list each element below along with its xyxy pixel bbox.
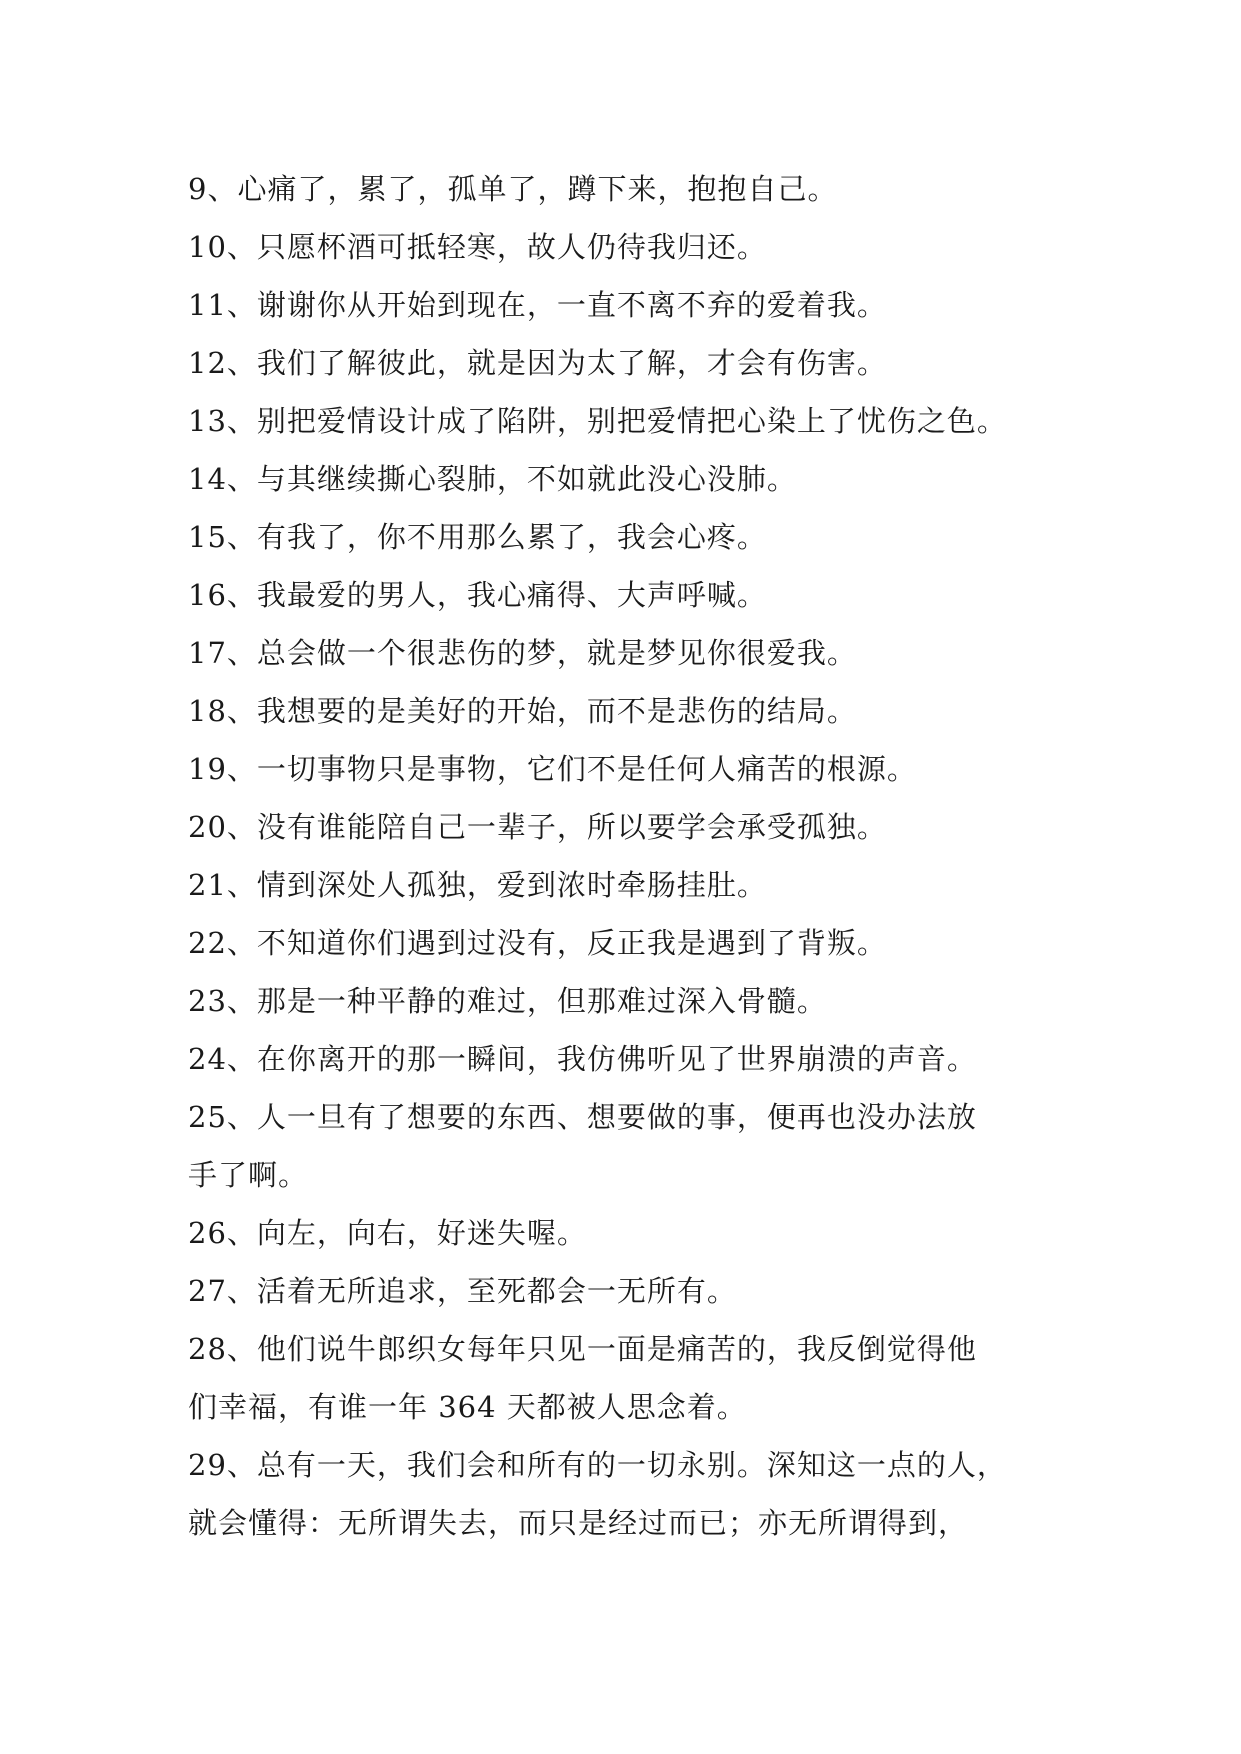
text-line: 19、一切事物只是事物，它们不是任何人痛苦的根源。 bbox=[188, 752, 917, 786]
text-line: 16、我最爱的男人，我心痛得、大声呼喊。 bbox=[188, 578, 767, 612]
text-line: 24、在你离开的那一瞬间，我仿佛听见了世界崩溃的声音。 bbox=[188, 1042, 977, 1076]
text-line: 18、我想要的是美好的开始，而不是悲伤的结局。 bbox=[188, 694, 857, 728]
text-line: 22、不知道你们遇到过没有，反正我是遇到了背叛。 bbox=[188, 926, 887, 960]
text-line: 29、总有一天，我们会和所有的一切永别。深知这一点的人， bbox=[188, 1448, 1007, 1482]
text-line: 10、只愿杯酒可抵轻寒，故人仍待我归还。 bbox=[188, 230, 767, 264]
text-line: 15、有我了，你不用那么累了，我会心疼。 bbox=[188, 520, 767, 554]
text-line: 26、向左，向右，好迷失喔。 bbox=[188, 1216, 587, 1250]
text-line: 25、人一旦有了想要的东西、想要做的事，便再也没办法放 bbox=[188, 1100, 977, 1134]
text-line: 11、谢谢你从开始到现在，一直不离不弃的爱着我。 bbox=[188, 288, 887, 322]
document-body bbox=[188, 160, 1068, 1552]
text-line: 28、他们说牛郎织女每年只见一面是痛苦的，我反倒觉得他 bbox=[188, 1332, 977, 1366]
text-line: 12、我们了解彼此，就是因为太了解，才会有伤害。 bbox=[188, 346, 887, 380]
text-line: 21、情到深处人孤独，爱到浓时牵肠挂肚。 bbox=[188, 868, 767, 902]
text-line: 20、没有谁能陪自己一辈子，所以要学会承受孤独。 bbox=[188, 810, 887, 844]
text-line: 手了啊。 bbox=[188, 1158, 309, 1192]
text-line: 14、与其继续撕心裂肺，不如就此没心没肺。 bbox=[188, 462, 797, 496]
text-line: 们幸福，有谁一年 364 天都被人思念着。 bbox=[188, 1390, 747, 1424]
text-line: 就会懂得：无所谓失去，而只是经过而已；亦无所谓得到， bbox=[188, 1506, 969, 1540]
text-line: 17、总会做一个很悲伤的梦，就是梦见你很爱我。 bbox=[188, 636, 857, 670]
text-line: 13、别把爱情设计成了陷阱，别把爱情把心染上了忧伤之色。 bbox=[188, 404, 1007, 438]
text-line: 23、那是一种平静的难过，但那难过深入骨髓。 bbox=[188, 984, 827, 1018]
text-line: 27、活着无所追求，至死都会一无所有。 bbox=[188, 1274, 737, 1308]
text-line: 9、心痛了，累了，孤单了，蹲下来，抱抱自己。 bbox=[188, 172, 838, 206]
